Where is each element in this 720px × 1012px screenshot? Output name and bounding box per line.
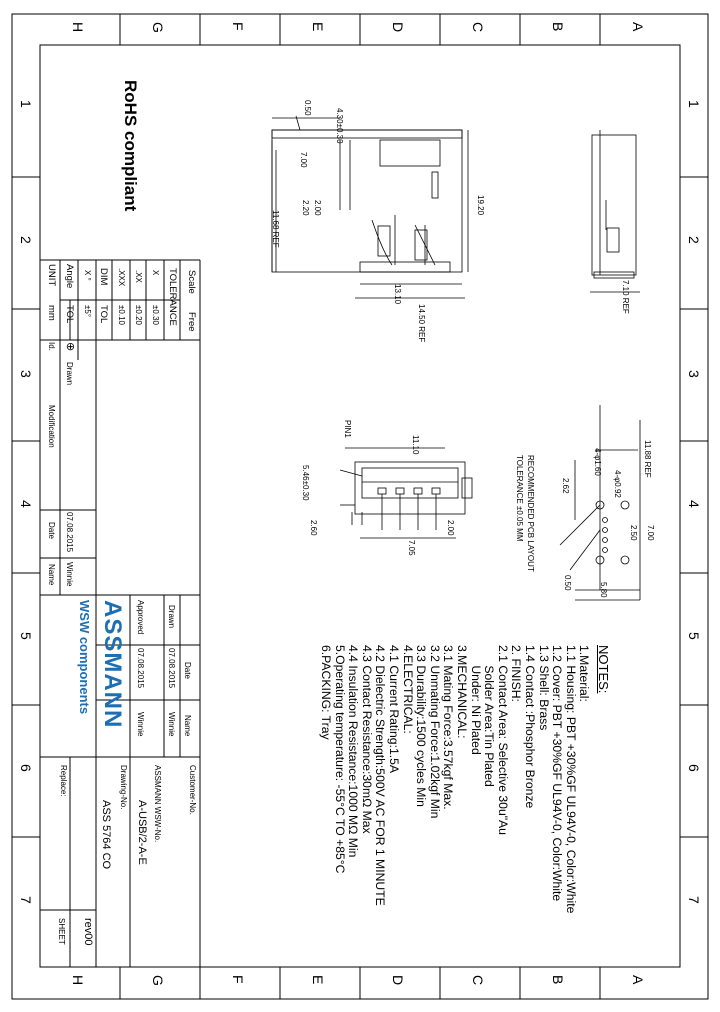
zone-letter: H: [70, 975, 86, 986]
dim-4phi160: 4-φ1.60: [593, 448, 602, 476]
dim-1110: 11.10: [411, 435, 420, 455]
tol-value: ±0.20: [134, 305, 143, 325]
pcb-note-2: TOLERANCE ±0.05 MM: [515, 455, 524, 542]
zone-letter: A: [630, 22, 646, 32]
note-line: 1.Material:: [577, 645, 592, 702]
drawing-no-value: ASS 5764 CO: [100, 800, 112, 870]
approval-drawn: Drawn: [167, 605, 176, 629]
approval-approved-name: Winnie: [136, 712, 145, 737]
scale-value: Free: [186, 312, 197, 332]
wsw-no-value: A-USB/2-A-E: [136, 800, 148, 865]
revision-date-label: Date: [47, 522, 56, 539]
tol-key: .XXX: [117, 268, 126, 287]
tolerance-header: TOLERANCE: [167, 268, 178, 326]
zone-number: 3: [18, 370, 34, 378]
tol-key: .XX: [134, 270, 143, 283]
note-line: 1.3 Shell: Brass: [536, 645, 551, 731]
zone-number: 6: [18, 764, 34, 772]
dim-262: 2.62: [561, 478, 570, 494]
note-line: 3.2 Unmating Force:1.02kgf Min: [427, 645, 442, 819]
dim-050b: 0.50: [563, 575, 572, 591]
side-view: [590, 130, 640, 292]
pcb-hole: [621, 556, 629, 564]
zone-letter: B: [550, 975, 566, 985]
dim-1168-ref: 11.68 REF: [271, 210, 280, 248]
zone-letter: E: [310, 975, 326, 985]
zone-number: 1: [686, 100, 702, 108]
zone-letter: B: [550, 22, 566, 32]
note-line: 4.3 Contact Resistance:30mΩ Max: [359, 645, 374, 834]
zone-letter: D: [390, 22, 406, 33]
revision-symbol: ⊕: [64, 342, 76, 352]
zone-letter: E: [310, 22, 326, 32]
note-line: 5.Operating temperature: -55°C TO +85°C: [332, 645, 347, 874]
approval-drawn-date: 07.08.2015: [167, 648, 176, 689]
revision-value: rev00: [82, 918, 94, 946]
customer-no-label: Customer-No.: [188, 765, 197, 815]
dim-700b: 7.00: [646, 525, 655, 541]
dim-200: 2.00: [313, 200, 322, 216]
zone-letter: A: [630, 975, 646, 985]
zone-number: 4: [686, 500, 702, 508]
approval-approved-date: 07.08.2015: [136, 648, 145, 689]
zone-number: 7: [686, 896, 702, 904]
zone-letter: D: [390, 975, 406, 986]
approval-name-label: Name: [183, 715, 192, 737]
dim-220: 2.20: [301, 200, 310, 216]
zone-letter: H: [70, 22, 86, 33]
replace-label: Replace:: [59, 765, 68, 797]
assmann-logo-sub: WSW components: [77, 600, 92, 715]
drawing-no-label: Drawing-No.: [119, 765, 128, 810]
pcb-hole: [621, 501, 629, 509]
pcb-note-1: RECOMMENDED PCB LAYOUT: [526, 455, 535, 572]
revision-date-value: 07.08.2015: [65, 512, 74, 553]
dim-top-width: 4.30±0.30: [335, 108, 344, 144]
sheet-label: SHEET: [57, 918, 66, 945]
revision-drawn-label: Drawn: [65, 362, 74, 386]
dim-580: 5.80: [599, 582, 608, 598]
dim-1188-ref: 11.88 REF: [643, 440, 652, 478]
zone-letter: G: [150, 22, 166, 33]
tol-value: ±5°: [83, 305, 92, 318]
zone-letter: F: [230, 975, 246, 984]
dim-1450-ref: 14.50 REF: [417, 304, 426, 343]
dim-250: 2.50: [629, 525, 638, 541]
tol-key: DIM: [98, 268, 109, 286]
dim-260: 2.60: [309, 520, 318, 536]
note-line: 1.2 Cover: PBT +30%GF UL94V-0, Color:White: [550, 645, 565, 902]
pin1-label: PIN1: [343, 420, 352, 438]
notes-block: [319, 645, 610, 913]
pcb-layout: [560, 405, 640, 600]
zone-number: 2: [18, 236, 34, 244]
note-line: 2. FINISH:: [509, 645, 524, 702]
note-line: 1.4 Contact :Phosphor Bronze: [523, 645, 538, 809]
note-line: 6.PACKING: Tray: [319, 645, 334, 740]
dim-4phi092: 4-φ0.92: [613, 470, 622, 498]
front-view-body: [355, 462, 465, 514]
revision-name-label: Name: [47, 564, 56, 586]
note-line: 4.2 Dielectric Strength:500V AC FOR 1 MINUTE: [373, 645, 388, 906]
dim-705: 7.05: [407, 540, 416, 556]
tol-value: TOL: [98, 305, 109, 324]
zone-number: 3: [686, 370, 702, 378]
wsw-no-label: ASSMANN WSW-No.: [153, 765, 162, 843]
note-line: 3.1 Mating Force:3.57kgf Max.: [441, 645, 456, 810]
tol-value: TOL: [64, 305, 75, 324]
zone-number: 7: [18, 896, 34, 904]
note-line: 3.3 Durability:1500 cycles Min: [414, 645, 429, 807]
side-view-body: [592, 135, 636, 275]
scale-label: Scale: [186, 270, 197, 294]
note-line: 4.4 Insulation Resistance:1000 MΩ Min: [346, 645, 361, 858]
dim-546: 5.46±0.30: [301, 465, 310, 501]
tol-key: Angle: [64, 264, 75, 289]
revision-modification-label: Modification: [47, 405, 56, 448]
tol-value: ±0.10: [117, 305, 126, 325]
dim-050: 0.50: [303, 100, 312, 116]
note-line: 4.ELECTRICAL:: [400, 645, 415, 734]
zone-letter: F: [230, 22, 246, 31]
note-line: 1.1 Housing: PBT +30%GF UL94V-0, Color:White: [563, 645, 578, 914]
tol-value: ±0.30: [151, 305, 160, 325]
note-line: 3.MECHANICAL:: [455, 645, 470, 739]
zone-letter: G: [150, 975, 166, 986]
zone-number: 5: [18, 632, 34, 640]
revision-id-label: Id.: [47, 342, 56, 351]
zone-number: 2: [686, 236, 702, 244]
tol-key: X °: [83, 270, 92, 281]
note-line: 4.1 Current Rating:1.5A: [387, 645, 402, 774]
zone-number: 5: [686, 632, 702, 640]
approval-drawn-name: Winnie: [167, 712, 176, 737]
dim-710-ref: 7.10 REF: [621, 280, 630, 314]
dim-200b: 2.00: [446, 520, 455, 536]
approval-date-label: Date: [183, 662, 192, 679]
rohs-label: RoHS compliant: [121, 80, 140, 212]
tol-key: UNIT: [46, 264, 57, 287]
note-line: 2.1 Contact Area: Selective 30u"Au: [495, 645, 510, 835]
tol-key: X: [151, 270, 160, 276]
zone-number: 4: [18, 500, 34, 508]
approval-approved: Approved: [136, 600, 145, 635]
dim-1920: 19.20: [476, 195, 485, 216]
tol-value: mm: [46, 305, 57, 321]
notes-title: NOTES:: [596, 645, 611, 694]
note-line: Solder Area:Tin Plated: [482, 645, 497, 787]
revision-name-value: Winnie: [65, 562, 74, 587]
dim-1310: 13.10: [393, 284, 402, 305]
zone-number: 6: [686, 764, 702, 772]
zone-number: 1: [18, 100, 34, 108]
assmann-logo: ASSMANN: [99, 600, 126, 729]
zone-letter: C: [470, 22, 486, 33]
zone-letter: C: [470, 975, 486, 986]
note-line: Under: Ni Plated: [468, 645, 483, 755]
dim-700: 7.00: [299, 152, 308, 168]
